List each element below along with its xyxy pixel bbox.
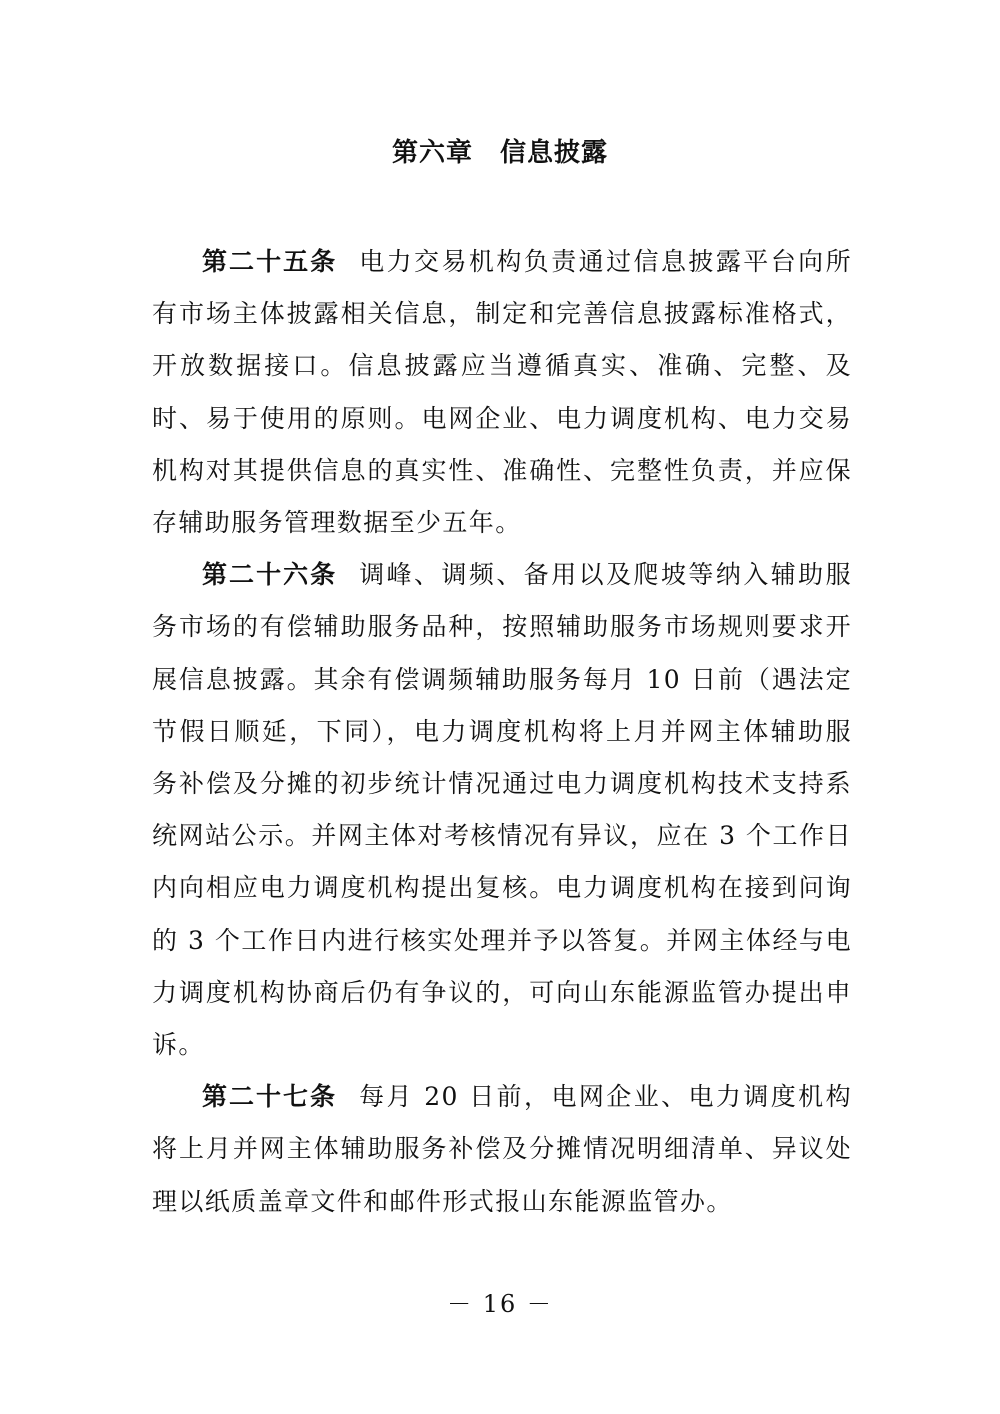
article-27 [152, 1071, 852, 1228]
article-25 [152, 236, 852, 549]
article-heading: 第二十五条 [202, 247, 338, 276]
article-text: 每月 20 日前，电网企业、电力调度机构将上月并网主体辅助服务补偿及分摊情况明细清单、异议处理以纸质盖章文件和邮件形式报山东能源监管办。 [152, 1082, 852, 1216]
article-26 [152, 549, 852, 1071]
article-text: 电力交易机构负责通过信息披露平台向所有市场主体披露相关信息，制定和完善信息披露标准格式，开放数据接口。信息披露应当遵循真实、准确、完整、及时、易于使用的原则。电网企业、电力调度机构、电力交易机构对其提供信息的真实性、准确性、完整性负责，并应保存辅助服务管理数据至少五年。 [152, 247, 852, 538]
article-heading: 第二十六条 [202, 560, 338, 590]
document-body [152, 236, 852, 1228]
page-number: － 16 － [447, 1290, 553, 1318]
article-text: 调峰、调频、备用以及爬坡等纳入辅助服务市场的有偿辅助服务品种，按照辅助服务市场规则要求开展信息披露。其余有偿调频辅助服务每月 10 日前（遇法定节假日顺延，下同），电力调度机构将上月并网主体辅助服务补偿及分摊的初步统计情况通过电力调度机构技术支持系统网站公示。并网主体对考核情况有异议，应在 3 个工作日内向相应电力调度机构提出复核。电力调度机构在接到问询的 3 个工作日内进行核实处理并予以答复。并网主体经与电力调度机构协商后仍有争议的，可向山东能源监管办提出申诉。 [152, 560, 852, 1060]
article-heading: 第二十七条 [202, 1082, 338, 1112]
chapter-title: 第六章 信息披露 [391, 138, 608, 168]
